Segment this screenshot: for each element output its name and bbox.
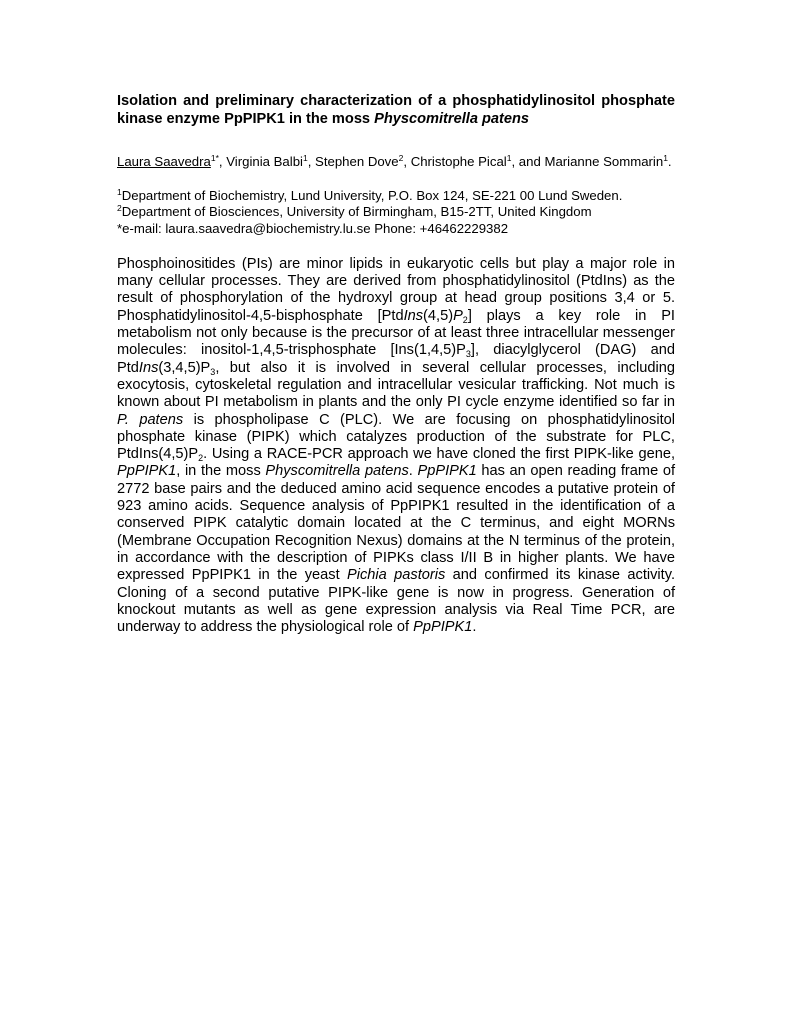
italic-term: Pichia pastoris <box>347 567 446 584</box>
author-separator: , <box>307 154 316 169</box>
paper-title <box>117 92 675 128</box>
italic-term: Physcomitrella patens <box>265 463 409 480</box>
italic-term: PpPIPK1 <box>417 463 477 480</box>
title-species: Physcomitrella patens <box>374 111 530 127</box>
subscript: 3 <box>210 366 216 377</box>
author-affiliation-mark: 1 <box>663 153 668 163</box>
contact-line <box>117 221 675 237</box>
italic-term: P <box>453 307 463 324</box>
subscript: 2 <box>462 314 468 325</box>
author-affiliation-mark: 1* <box>210 153 219 163</box>
italic-term: P. patens <box>117 411 184 428</box>
author-name: Christophe Pical <box>410 154 507 169</box>
italic-term: PpPIPK1 <box>117 463 177 480</box>
abstract-text: and confirmed its kinase activity. Cloning of a second putative PIPK-like gene is now in progress. Generation of knockout mutants as well as gene expression analysis via Real Time PCR, are underway to address the physiological role of <box>117 567 675 636</box>
affiliation-text: Department of Biochemistry, Lund University, P.O. Box 124, SE-221 00 Lund Sweden. <box>121 188 623 203</box>
author-list <box>117 154 675 170</box>
subscript: 3 <box>465 349 471 360</box>
author-name: Laura Saavedra <box>117 154 211 169</box>
affiliation-mark: 1 <box>117 187 122 197</box>
title-main: Isolation and preliminary characterization of a phosphatidylinositol phosphate kinase enzyme PpPIPK1 in the moss <box>117 93 675 127</box>
abstract-text: , in the moss <box>176 463 266 480</box>
abstract-text: Phosphoinositides (PIs) are minor lipids in eukaryotic cells but play a major role in many cellular processes. They are derived from phosphatidylinositol (PtdIns) as the result of phosphorylation of the hydroxyl group at head group positions 3,4 or 5. Phosphatidylinositol-4,5-bisphosphate [Ptd <box>117 255 675 324</box>
author-name: Stephen Dove <box>315 154 399 169</box>
abstract-text: is phospholipase C (PLC). We are focusing on phosphatidylinositol phosphate kinase (PIPK) which catalyzes production of the substrate for PLC, PtdIns(4,5)P <box>117 411 676 463</box>
affiliation-line <box>117 204 675 220</box>
abstract-text: . <box>408 463 418 480</box>
affiliation-line <box>117 188 675 204</box>
author-name: Marianne Sommarin <box>544 154 664 169</box>
author-affiliation-mark: 1 <box>302 153 308 163</box>
abstract-text: has an open reading frame of 2772 base pairs and the deduced amino acid sequence encodes a putative protein of 923 amino acids. Sequence analysis of PpPIPK1 resulted in the identification of a conserved PIPK catalytic domain located at the C terminus, and eight MORNs (Membrane Occupation Recognition Nexus) domains at the N terminus of the protein, in accordance with the description of PIPKs class I/II B in higher plants. We have expressed PpPIPK1 in the yeast <box>117 463 676 584</box>
affiliation-mark: 2 <box>117 203 122 214</box>
abstract-text: (3,4,5)P <box>158 359 211 376</box>
contact-text: *e-mail: laura.saavedra@biochemistry.lu.se Phone: +46462229382 <box>117 220 509 236</box>
italic-term: Ins <box>138 359 159 376</box>
author-affiliation-mark: 1 <box>506 153 512 163</box>
abstract-text: , but also it is involved in several cellular processes, including exocytosis, cytoskeletal regulation and intracellular vesicular trafficking. Not much is known about PI metabolism in plants and the only PI cycle enzyme identified so far in <box>117 359 675 411</box>
italic-term: PpPIPK1 <box>413 619 473 636</box>
affiliations <box>117 188 675 237</box>
author-separator: , and <box>511 154 545 169</box>
abstract-text: ], diacylglycerol (DAG) and Ptd <box>117 342 675 376</box>
author-separator: . <box>667 154 672 169</box>
abstract-text: (4,5) <box>423 307 454 324</box>
abstract-text: . <box>472 619 477 636</box>
abstract-paragraph <box>117 256 675 637</box>
abstract-text: . Using a RACE-PCR approach we have cloned the first PIPK-like gene, <box>203 446 675 463</box>
author-separator: , <box>218 154 227 169</box>
abstract-text: ] plays a key role in PI metabolism not only because is the precursor of at least three intracellular messenger molecules: inositol-1,4,5-trisphosphate [Ins(1,4,5)P <box>117 307 675 359</box>
author-separator: , <box>403 154 411 169</box>
author-name: Virginia Balbi <box>226 154 303 169</box>
italic-term: Ins <box>403 307 424 324</box>
affiliation-text: Department of Biosciences, University of Birmingham, B15-2TT, United Kingdom <box>121 204 592 220</box>
paper-page <box>117 92 675 636</box>
author-affiliation-mark: 2 <box>398 153 404 163</box>
subscript: 2 <box>198 453 204 464</box>
